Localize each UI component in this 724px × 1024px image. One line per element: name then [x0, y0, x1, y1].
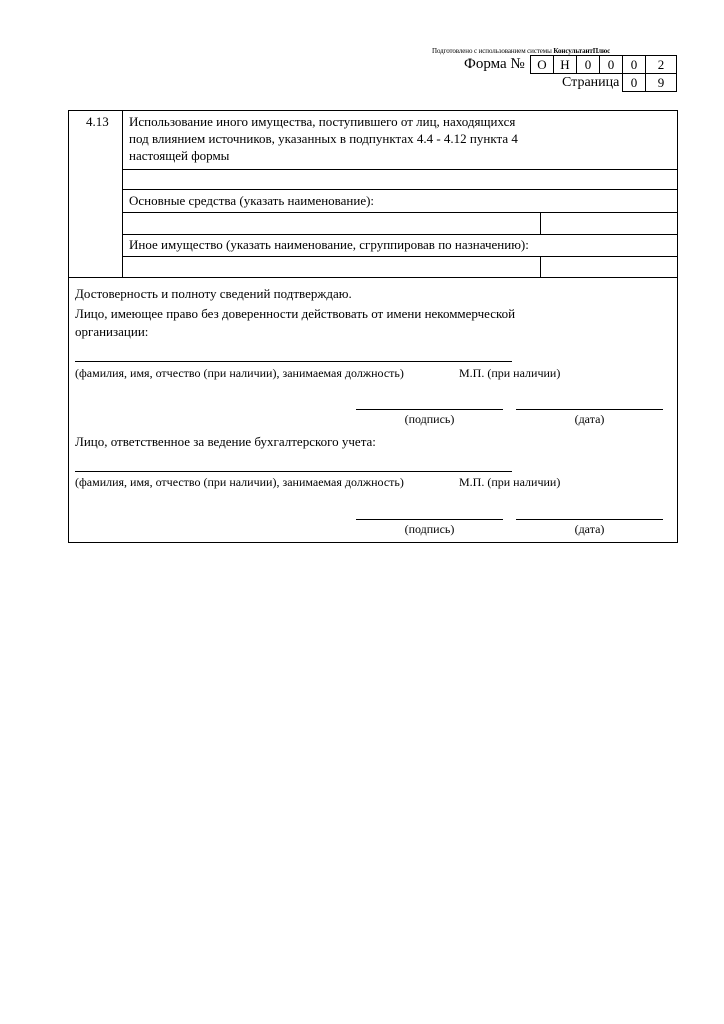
row-divider	[122, 189, 678, 190]
fio-caption: (фамилия, имя, отчество (при наличии), занимаемая должность)	[75, 366, 404, 380]
fio-caption: (фамилия, имя, отчество (при наличии), занимаемая должность)	[75, 475, 404, 489]
section-number: 4.13	[86, 114, 109, 129]
signature-caption: (подпись)	[404, 412, 455, 426]
prepared-note	[432, 47, 610, 55]
authorized-person-line: Лицо, имеющее право без доверенности действовать от имени некоммерческой	[75, 306, 516, 321]
section-divider	[68, 277, 678, 278]
other-property-label: Иное имущество (указать наименование, сгруппировав по назначению):	[129, 237, 529, 252]
form-code-cell: О	[530, 55, 554, 74]
accountant-label: Лицо, ответственное за ведение бухгалтерского учета:	[75, 434, 376, 449]
date-line[interactable]	[516, 519, 663, 520]
form-code-cell: 0	[622, 55, 646, 74]
date-line[interactable]	[516, 409, 663, 410]
title-answer-field[interactable]	[123, 170, 677, 189]
signature-line[interactable]	[356, 519, 503, 520]
date-caption: (дата)	[574, 412, 605, 426]
stamp-caption: М.П. (при наличии)	[459, 475, 561, 489]
form-code-cell: 2	[645, 55, 677, 74]
page-number-cell: 0	[622, 73, 646, 92]
signature-line[interactable]	[356, 409, 503, 410]
prepared-prefix: Подготовлено с использованием системы	[432, 47, 554, 55]
other-property-value-field[interactable]	[541, 257, 677, 277]
other-property-name-field[interactable]	[123, 257, 539, 277]
fixed-assets-label: Основные средства (указать наименование):	[129, 193, 375, 208]
form-number-label: Форма №	[464, 56, 525, 72]
section-title-line: настоящей формы	[129, 148, 230, 163]
fio-signature-line[interactable]	[75, 361, 512, 362]
page-number-cell: 9	[645, 73, 677, 92]
form-code-cell: 0	[599, 55, 623, 74]
number-column-divider	[122, 110, 123, 277]
stamp-caption: М.П. (при наличии)	[459, 366, 561, 380]
fixed-assets-name-field[interactable]	[123, 213, 539, 234]
form-code-cell: Н	[553, 55, 577, 74]
prepared-brand: КонсультантПлюс	[553, 47, 611, 55]
section-title-line: под влиянием источников, указанных в подпунктах 4.4 - 4.12 пункта 4	[129, 131, 518, 146]
signature-caption: (подпись)	[404, 522, 455, 536]
section-title-line: Использование иного имущества, поступившего от лиц, находящихся	[129, 114, 516, 129]
authorized-person-line: организации:	[75, 324, 149, 339]
fixed-assets-value-field[interactable]	[541, 213, 677, 234]
page-label: Страница	[562, 75, 620, 90]
date-caption: (дата)	[574, 522, 605, 536]
attestation-statement: Достоверность и полноту сведений подтверждаю.	[75, 286, 352, 301]
row-divider	[122, 234, 678, 235]
fio-signature-line[interactable]	[75, 471, 512, 472]
form-code-cell: 0	[576, 55, 600, 74]
